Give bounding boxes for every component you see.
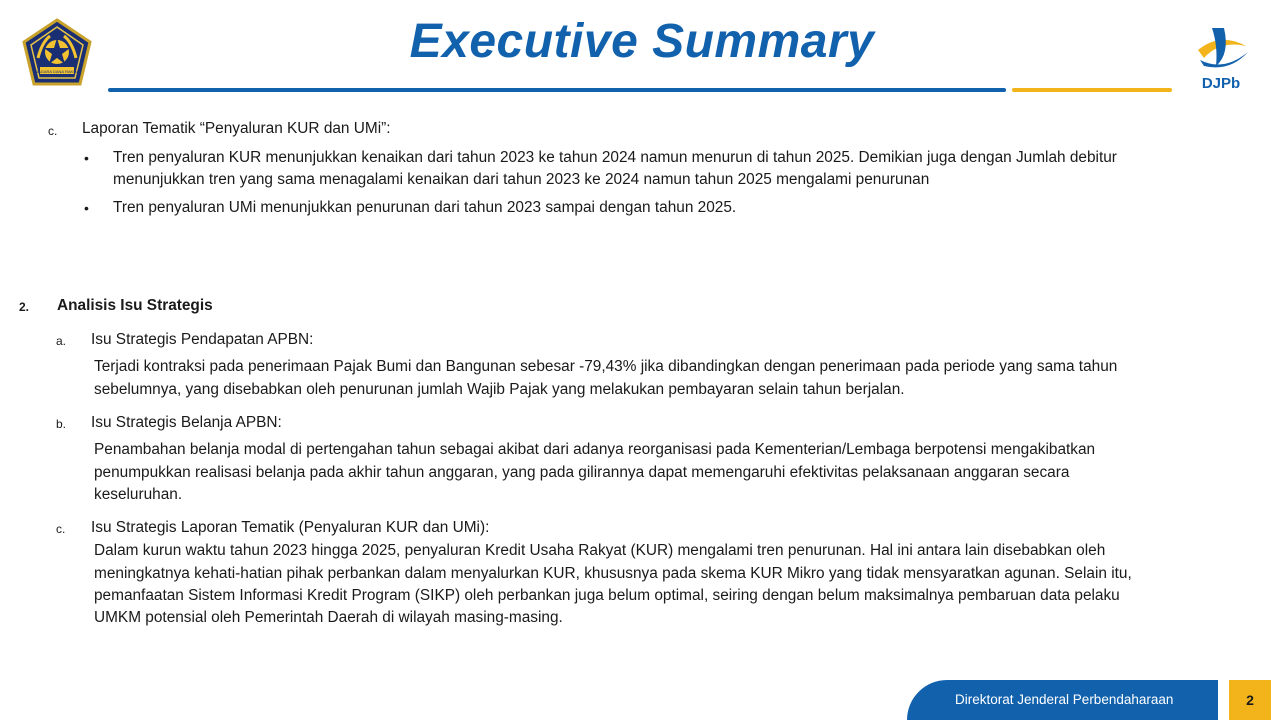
item-a-line1: Terjadi kontraksi pada penerimaan Pajak Bumi dan Bangunan sebesar -79,43% jika dibandingkan dengan penerimaan pada periode yang sama tahun <box>94 358 1118 375</box>
item-c-line3: pemanfaatan Sistem Informasi Kredit Program (SIKP) oleh perbankan juga belum optimal, seiring dengan belum maksimalnya pembaruan data pelaku <box>94 587 1120 604</box>
item-c-line4: UMKM potensial oleh Pemerintah Daerah di wilayah masing-masing. <box>94 609 563 626</box>
page-title: Executive Summary <box>409 15 875 68</box>
item-a-title: Isu Strategis Pendapatan APBN: <box>91 331 314 348</box>
item-b-line2: penumpukkan realisasi belanja pada akhir tahun anggaran, yang pada gilirannya dapat memengaruhi efektivitas pelaksanaan anggaran secara <box>94 464 1070 481</box>
page-number: 2 <box>1229 680 1271 720</box>
item-b-title: Isu Strategis Belanja APBN: <box>91 414 282 431</box>
item-b-line1: Penambahan belanja modal di pertengahan tahun sebagai akibat dari adanya reorganisasi pada Kementerian/Lembaga berpotensi mengakibatkan <box>94 441 1096 458</box>
bullet-icon: • <box>84 150 89 166</box>
section-c-marker: c. <box>48 124 58 138</box>
item-c-title: Isu Strategis Laporan Tematik (Penyaluran KUR dan UMi): <box>91 519 490 536</box>
item-c-line1: Dalam kurun waktu tahun 2023 hingga 2025, penyaluran Kredit Usaha Rakyat (KUR) mengalami tren penurunan. Hal ini antara lain disebabkan oleh <box>94 542 1106 559</box>
bullet-kur-line2: menunjukkan tren yang sama menagalami kenaikan dari tahun 2023 ke 2024 namun tahun 2025 mengalami penurunan <box>113 171 930 188</box>
djpb-logo <box>1190 20 1252 92</box>
section-2-title: Analisis Isu Strategis <box>57 297 213 314</box>
footer-org: Direktorat Jenderal Perbendaharaan <box>955 692 1174 707</box>
item-b-marker: b. <box>56 417 67 431</box>
item-a-marker: a. <box>56 334 67 348</box>
bullet-umi: Tren penyaluran UMi menunjukkan penurunan dari tahun 2023 sampai dengan tahun 2025. <box>113 199 737 216</box>
section-2-marker: 2. <box>19 300 30 314</box>
djpb-logo-text: DJPb <box>1201 75 1241 92</box>
item-c-marker: c. <box>56 522 66 536</box>
title-underline-blue <box>108 88 1006 92</box>
item-b-line3: keseluruhan. <box>94 486 183 503</box>
section-c-title: Laporan Tematik “Penyaluran KUR dan UMi”: <box>82 120 391 137</box>
bullet-kur-line1: Tren penyaluran KUR menunjukkan kenaikan dari tahun 2023 ke tahun 2024 namun menurun di tahun 2025. Demikian juga dengan Jumlah debitur <box>113 149 1117 166</box>
logo-motto: NAGARA DANA RAKCA <box>35 69 79 74</box>
item-c-line2: meningkatnya kehati-hatian pihak perbankan dalam menyalurkan KUR, khususnya pada skema KUR Mikro yang tidak mensyaratkan agunan. Selain itu, <box>94 565 1132 582</box>
bullet-icon: • <box>84 200 89 216</box>
title-underline-gold <box>1012 88 1172 92</box>
item-a-line2: sebelumnya, yang disebabkan oleh penurunan jumlah Wajib Pajak yang melakukan pembayaran selain tahun berjalan. <box>94 381 905 398</box>
